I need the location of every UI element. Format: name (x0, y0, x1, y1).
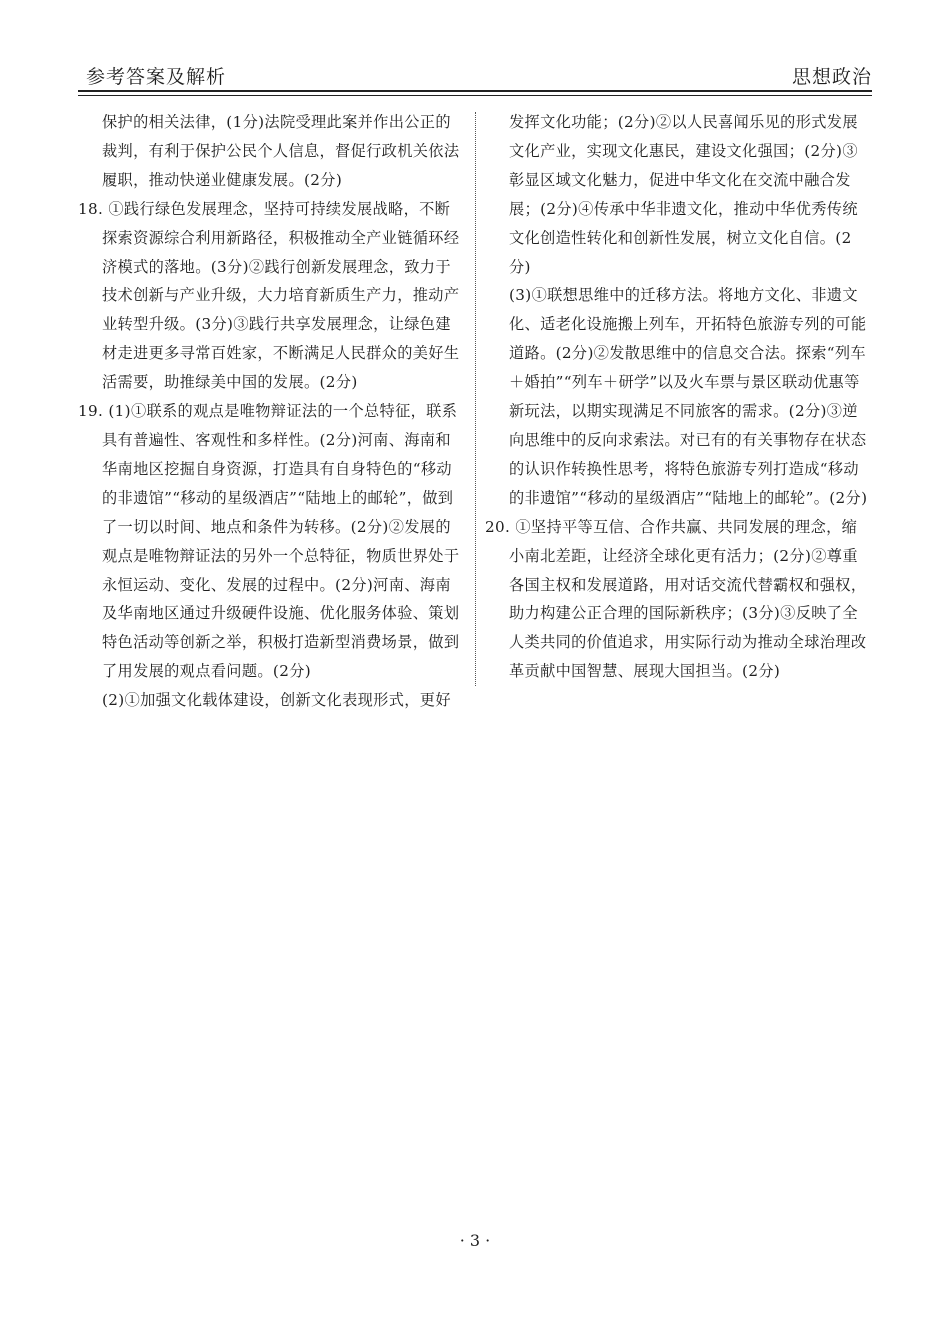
answer-17-continuation: 保护的相关法律，(1分)法院受理此案并作出公正的裁判，有利于保护公民个人信息，督促行政机关依法履职，推动快递业健康发展。(2分) (102, 113, 460, 189)
answer-19-part-3: (3)①联想思维中的迁移方法。将地方文化、非遗文化、适老化设施搬上列车，开拓特色旅游专列的可能道路。(2分)②发散思维中的信息交合法。探索“列车＋婚拍”“列车＋研学”以及火车票与景区联动优惠等新玩法，以期实现满足不同旅客的需求。(2分)③逆向思维中的反向求索法。对已有的有关事物存在状态的认识作转换性思考，将特色旅游专列打造成“移动的非遗馆”“移动的星级酒店”“陆地上的邮轮”。(2分) (509, 286, 868, 507)
answer-20: 20. ①坚持平等互信、合作共赢、共同发展的理念，缩小南北差距，让经济全球化更有活力；(2分)②尊重各国主权和发展道路，用对话交流代替霸权和强权，助力构建公正合理的国际新秩序；(3分)③反映了全人类共同的价值追求，用实际行动为推动全球治理改革贡献中国智慧、展现大国担当。(2分) (485, 517, 867, 681)
right-column (485, 108, 872, 686)
header-subject-title: 思想政治 (791, 66, 872, 88)
header-left-title: 参考答案及解析 (86, 66, 227, 88)
answer-19-part-2-continuation: 发挥文化功能；(2分)②以人民喜闻乐见的形式发展文化产业，实现文化惠民，建设文化强国；(2分)③彰显区域文化魅力，促进中华文化在交流中融合发展；(2分)④传承中华非遗文化，推动中华优秀传统文化创造性转化和创新性发展，树立文化自信。(2分) (509, 113, 858, 276)
answer-19-part-1: 19. (1)①联系的观点是唯物辩证法的一个总特征，联系具有普遍性、客观性和多样性。(2分)河南、海南和华南地区挖掘自身资源，打造具有自身特色的“移动的非遗馆”“移动的星级酒店”“陆地上的邮轮”，做到了一切以时间、地点和条件为转移。(2分)②发展的观点是唯物辩证法的另外一个总特征，物质世界处于永恒运动、变化、发展的过程中。(2分)河南、海南及华南地区通过升级硬件设施、优化服务体验、策划特色活动等创新之举，积极打造新型消费场景，做到了用发展的观点看问题。(2分) (78, 402, 460, 681)
column-divider (475, 112, 476, 686)
header-rule-thin (78, 95, 872, 96)
page-number: · 3 · (459, 1231, 491, 1250)
left-column (78, 108, 465, 715)
answer-19-part-2-start: (2)①加强文化载体建设，创新文化表现形式，更好 (102, 691, 451, 710)
page-header (78, 58, 872, 94)
answer-18: 18. ①践行绿色发展理念，坚持可持续发展战略，不断探索资源综合利用新路径，积极推动全产业链循环经济模式的落地。(3分)②践行创新发展理念，致力于技术创新与产业升级，大力培育新质生产力，推动产业转型升级。(3分)③践行共享发展理念，让绿色建材走进更多寻常百姓家，不断满足人民群众的美好生活需要，助推绿美中国的发展。(2分) (78, 199, 460, 392)
header-rule-thick (78, 90, 872, 92)
